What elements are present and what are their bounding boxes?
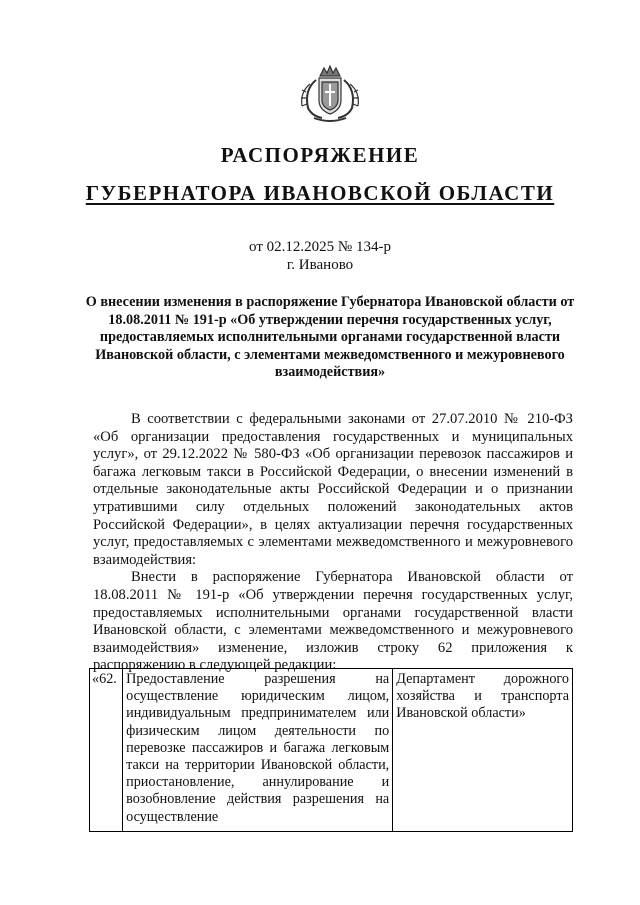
document-city: г. Иваново [286,257,354,273]
service-name-cell: Предоставление разрешения на осуществление юридическим лицом, индивидуальным предпринимателем или физическим лицом деятельности по перевозке пассажиров и багажа легковым такси на территории Ивановской области, приостановление, аннулирование и возобновление действия разрешения на осуществление [123,669,393,832]
table-row [90,669,573,832]
document-body [93,411,573,675]
document-date-number: от 02.12.2025 № 134-р [249,239,391,255]
document-type-title: РАСПОРЯЖЕНИЕ [220,143,420,167]
department-cell: Департамент дорожного хозяйства и транспорта Ивановской области» [393,669,573,832]
issuer-title: ГУБЕРНАТОРА ИВАНОВСКОЙ ОБЛАСТИ [85,181,555,205]
row-number-cell: «62. [90,669,123,832]
amendment-table [89,668,573,832]
body-paragraph-1: В соответствии с федеральными законами от 27.07.2010 № 210-ФЗ «Об организации предоставления государственных и муниципальных услуг», от 29.12.2022 № 580-ФЗ «Об организации перевозок пассажиров и багажа легковым такси в Российской Федерации, о внесении изменений в отдельные законодательные акты Российской Федерации и о признании утратившими силу отдельных положений законодательных актов Российской Федерации», в целях актуализации перечня государственных услуг, предоставляемых с элементами межведомственного и межуровневого взаимодействия: [93,411,573,568]
body-paragraph-2: Внести в распоряжение Губернатора Ивановской области от 18.08.2011 № 191-р «Об утверждении перечня государственных услуг, предоставляемых исполнительными органами государственной власти Ивановской области, с элементами межведомственного и межуровневого взаимодействия» изменение, изложив строку 62 приложения к распоряжению в следующей редакции: [93,569,573,674]
document-subject: О внесении изменения в распоряжение Губернатора Ивановской области от 18.08.2011 № 191-р «Об утверждении перечня государственных услуг, предоставляемых исполнительными органами государственной власти Ивановской области, с элементами межведомственного и межуровневого взаимодействия» [85,294,575,381]
coat-of-arms-emblem [294,62,366,124]
